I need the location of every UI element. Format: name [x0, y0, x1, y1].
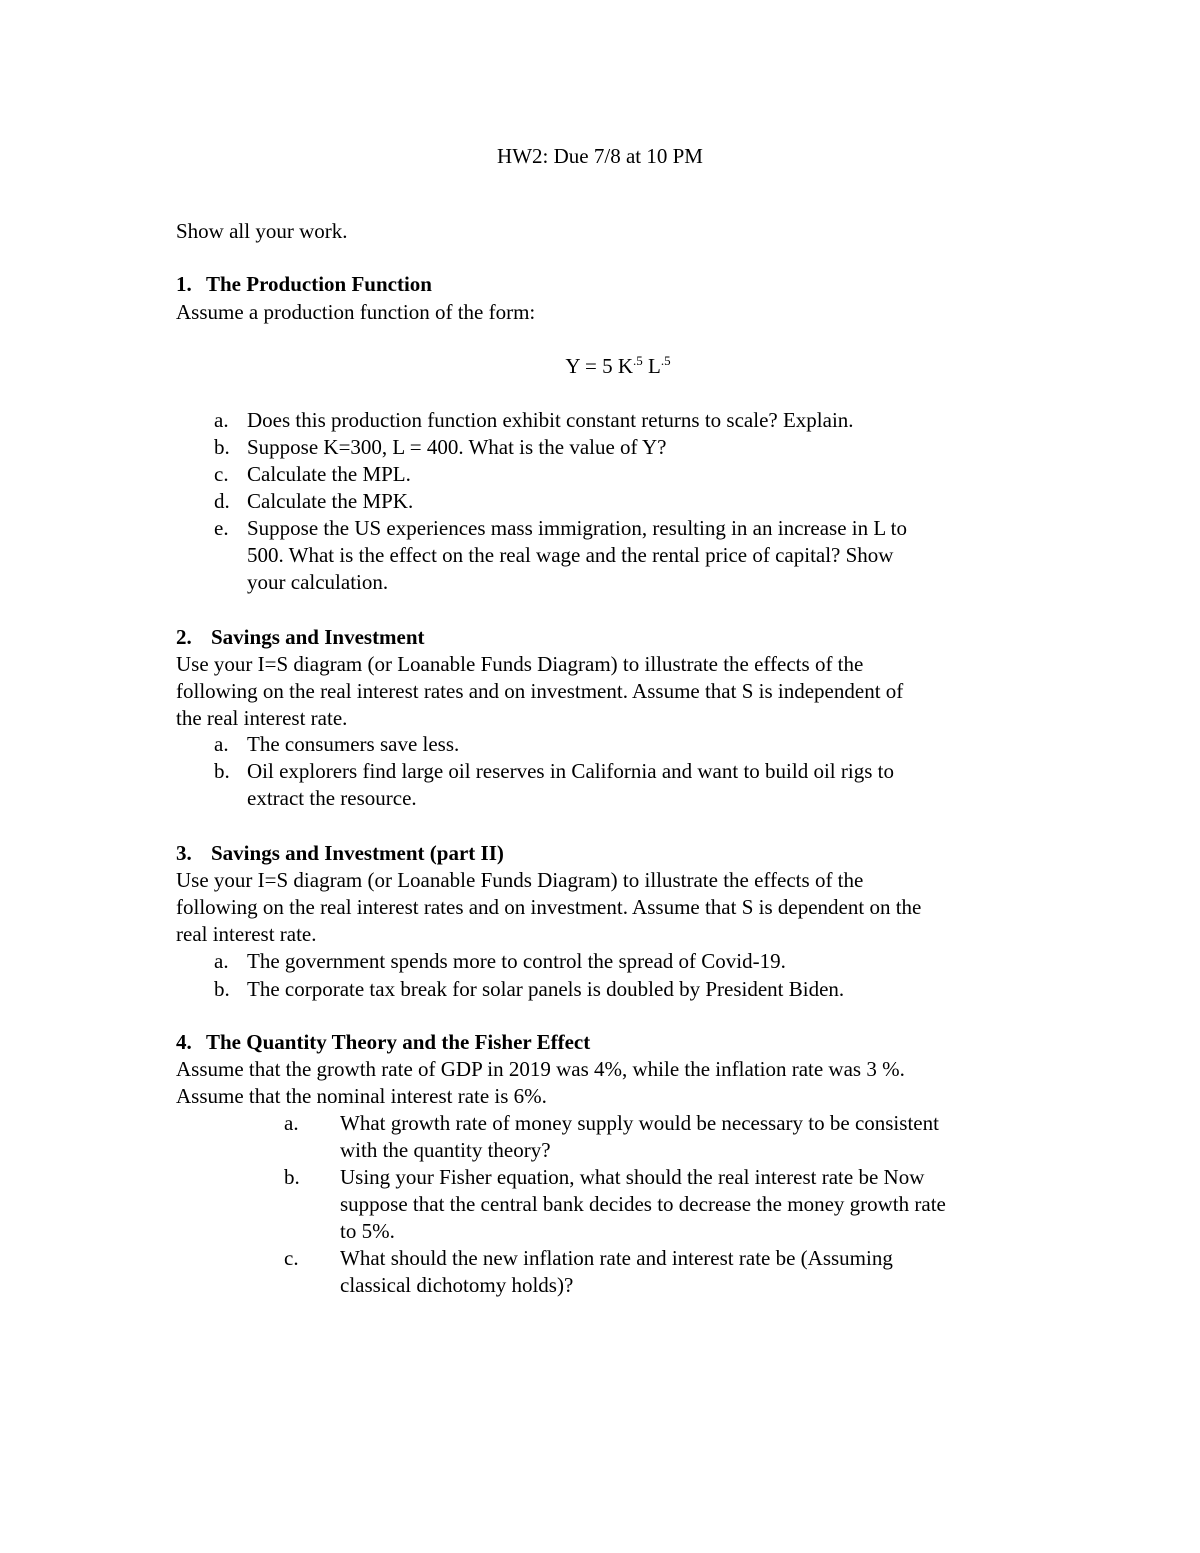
q3-intro-line: following on the real interest rates and on investment. Assume that S is dependent on the [176, 895, 922, 919]
instructions: Show all your work. [176, 219, 348, 243]
q4-intro-line: Assume that the growth rate of GDP in 2019 was 4%, while the inflation rate was 3 %. [176, 1057, 905, 1081]
q3-heading: Savings and Investment (part II) [211, 841, 504, 865]
q3-number: 3. [176, 841, 192, 865]
q4-heading: The Quantity Theory and the Fisher Effect [206, 1030, 591, 1054]
q1-number: 1. [176, 272, 192, 296]
q1-heading: The Production Function [206, 272, 432, 296]
q2-number: 2. [176, 625, 192, 649]
production-formula: Y = 5 $K^{.5}$ $L^{.5}$ [565, 353, 671, 378]
q4-intro-line: Assume that the nominal interest rate is 6%. [176, 1084, 547, 1108]
q2-heading: Savings and Investment [211, 625, 425, 649]
q2-intro-line: following on the real interest rates and on investment. Assume that S is independent of [176, 679, 904, 703]
q3-intro-line: Use your I=S diagram (or Loanable Funds Diagram) to illustrate the effects of the [176, 868, 864, 892]
q4-number: 4. [176, 1030, 192, 1054]
q2-intro-line: the real interest rate. [176, 706, 348, 730]
q2-intro-line: Use your I=S diagram (or Loanable Funds Diagram) to illustrate the effects of the [176, 652, 864, 676]
page-title: HW2: Due 7/8 at 10 PM [497, 144, 703, 168]
q1-intro: Assume a production function of the form: [176, 300, 536, 324]
q3-intro-line: real interest rate. [176, 922, 317, 946]
